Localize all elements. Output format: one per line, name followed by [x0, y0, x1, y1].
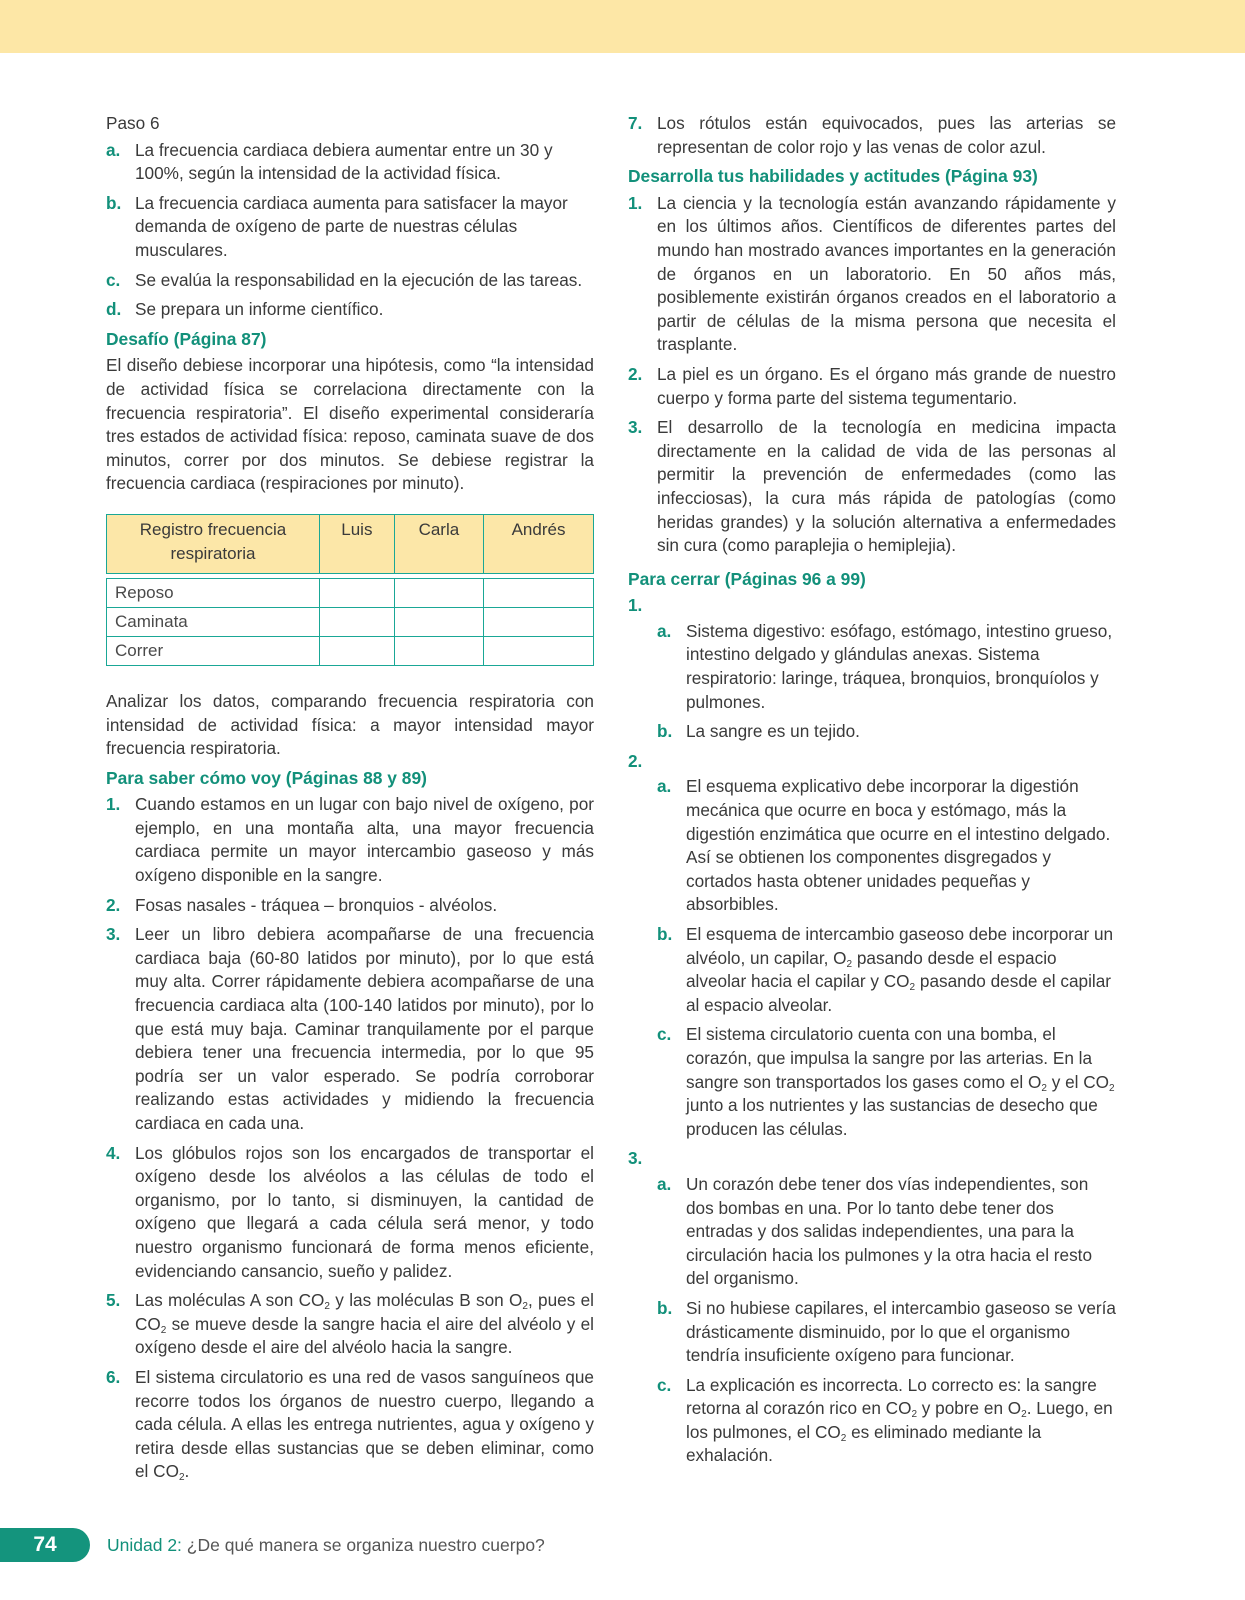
- unit-title: ¿De qué manera se organiza nuestro cuerpo?: [186, 1535, 545, 1555]
- sub-item: [657, 775, 1116, 917]
- text-run: pasando desde el capilar al espacio alveolar.: [686, 971, 1111, 1015]
- sub-item: [657, 1374, 1116, 1468]
- item-text: Leer un libro debiera acompañarse de una frecuencia cardiaca baja (60-80 latidos por minuto), por lo que está muy alta. Correr rápidamente debiera acompañarse de una frecuencia cardiaca alta (100-140 latidos por minuto), por lo que está muy baja. Caminar tranquilamente por el parque debiera tener una frecuencia intermedia, por lo que 95 podría ser un valor esperado. Se podría corroborar realizando estas actividades y midiendo la frecuencia cardiaca en cada una.: [135, 924, 594, 1133]
- right-column: [628, 112, 1116, 1474]
- list-item: [628, 363, 1116, 410]
- text-run: y las moléculas B son O: [329, 1290, 523, 1311]
- item-marker: b.: [106, 192, 122, 213]
- list-item: [106, 923, 594, 1135]
- list-item: [106, 894, 594, 918]
- table-header-cell: Luis: [320, 514, 395, 573]
- item-text: La ciencia y la tecnología están avanzando rápidamente y en los últimos años. Científicos de diferentes partes del mundo han mostrado avances importantes en la generación de órganos en un laboratorio. En 50 años más, posiblemente existirán órganos creados en el laboratorio a partir de células de la misma persona que necesita el trasplante.: [657, 192, 1116, 355]
- item-marker: 2.: [106, 894, 121, 915]
- item-marker: 3.: [628, 417, 643, 438]
- list-item: [628, 416, 1116, 558]
- text-run: . Luego, en los pulmones, el CO: [686, 1398, 1113, 1442]
- item-marker: a.: [657, 620, 672, 641]
- question-number: 2.: [628, 750, 643, 771]
- text-run: y pobre en O: [917, 1398, 1022, 1419]
- para-saber-heading: Para saber cómo voy (Páginas 88 y 89): [106, 767, 427, 788]
- list-item: [106, 1289, 594, 1360]
- item-text: La frecuencia cardiaca debiera aumentar entre un 30 y 100%, según la intensidad de la actividad física.: [135, 139, 553, 184]
- table-cell: [320, 636, 395, 665]
- item-text: El desarrollo de la tecnología en medicina impacta directamente en la calidad de vida de las personas al permitir la prevención de enfermedades (como las infecciosas), la cura más rápida de patologías (como heridas grandes) y la solución alternativa a enfermedades sin cura (como paraplejia o hemiplejia).: [657, 417, 1116, 556]
- table-cell: [320, 578, 395, 607]
- frecuencia-table: [106, 514, 594, 666]
- item-text: [135, 1366, 594, 1484]
- table-row-label: Caminata: [107, 607, 320, 636]
- subscript: 2: [522, 1301, 528, 1313]
- list-item: [106, 793, 594, 887]
- unit-label: Unidad 2:: [107, 1535, 182, 1555]
- text-run: .: [184, 1461, 190, 1482]
- item-marker: 3.: [106, 924, 121, 945]
- subscript: 2: [846, 958, 853, 970]
- text-run: se mueve desde la sangre hacia el aire del alvéolo y el oxígeno desde el aire del alvéolo hacia la sangre.: [135, 1313, 594, 1358]
- list-item: [628, 112, 1116, 159]
- item-text: Un corazón debe tener dos vías independientes, son dos bombas en una. Por lo tanto debe tener dos entradas y dos salidas independientes, una para la circulación hacia los pulmones y la otra hacia el resto del organismo.: [686, 1173, 1093, 1289]
- subscript: 2: [909, 982, 916, 994]
- subscript: 2: [324, 1301, 330, 1313]
- item-text: [686, 1374, 1116, 1468]
- subscript: 2: [160, 1324, 167, 1336]
- list-item: [628, 192, 1116, 357]
- item-marker: a.: [657, 776, 672, 797]
- item-marker: c.: [657, 1374, 672, 1395]
- desarrolla-heading: Desarrolla tus habilidades y actitudes (Página 93): [628, 166, 1038, 187]
- sub-item: [657, 1297, 1116, 1368]
- list-item: [106, 269, 594, 293]
- item-marker: a.: [657, 1173, 672, 1194]
- item-marker: 1.: [628, 192, 643, 213]
- item-marker: d.: [106, 299, 122, 320]
- item-marker: 1.: [106, 794, 121, 815]
- item-text: Sistema digestivo: esófago, estómago, intestino grueso, intestino delgado y glándulas anexas. Sistema respiratorio: laringe, tráquea, bronquios, bronquíolos y pulmones.: [686, 620, 1113, 712]
- table-row: [107, 578, 594, 607]
- table-cell: [394, 578, 483, 607]
- item-marker: 4.: [106, 1142, 121, 1163]
- item-text: [135, 1289, 594, 1360]
- item-marker: c.: [657, 1024, 672, 1045]
- desafio-heading: Desafío (Página 87): [106, 328, 267, 349]
- item-marker: a.: [106, 139, 121, 160]
- item-text: La frecuencia cardiaca aumenta para satisfacer la mayor demanda de oxígeno de parte de nuestras células musculares.: [135, 192, 568, 260]
- item-marker: 6.: [106, 1366, 121, 1387]
- item-marker: c.: [106, 269, 121, 290]
- item-text: Cuando estamos en un lugar con bajo nivel de oxígeno, por ejemplo, en una montaña alta, una mayor frecuencia cardiaca permite un mayor intercambio gaseoso y más oxígeno disponible en la sangre.: [135, 794, 594, 886]
- table-header-cell: Carla: [394, 514, 483, 573]
- table-row-label: Reposo: [107, 578, 320, 607]
- sub-item: [657, 620, 1116, 714]
- item-text: La piel es un órgano. Es el órgano más grande de nuestro cuerpo y forma parte del sistema tegumentario.: [657, 363, 1116, 408]
- text-run: Las moléculas A son CO: [135, 1290, 325, 1311]
- list-item: [106, 298, 594, 322]
- desafio-paragraph: El diseño debiese incorporar una hipótesis, como “la intensidad de actividad física se correlaciona directamente con la frecuencia respiratoria”. El diseño experimental consideraría tres estados de actividad física: reposo, caminata suave de dos minutos, correr por dos minutos. Se debiese registrar la frecuencia cardiaca (respiraciones por minuto).: [106, 355, 594, 494]
- page-number: 74: [0, 1528, 90, 1562]
- sub-item: [657, 720, 1116, 744]
- table-header-row: [107, 514, 594, 573]
- sub-item: [657, 923, 1116, 1017]
- item-text: Se prepara un informe científico.: [135, 299, 384, 320]
- item-marker: b.: [657, 1297, 673, 1318]
- item-marker: 7.: [628, 113, 643, 133]
- text-run: junto a los nutrientes y las sustancias de desecho que producen las células.: [686, 1095, 1098, 1139]
- item-text: Fosas nasales - tráquea – bronquios - alvéolos.: [135, 894, 498, 915]
- table-row-label: Correr: [107, 636, 320, 665]
- item-text: Los glóbulos rojos son los encargados de transportar el oxígeno desde los alvéolos a las células de todo el organismo, por lo tanto, si disminuyen, la cantidad de oxígeno que llegará a cada célula será menor, y todo nuestro organismo funcionará de forma menos eficiente, evidenciando cansancio, sueño y palidez.: [135, 1142, 594, 1281]
- table-cell: [394, 636, 483, 665]
- subscript: 2: [1109, 1082, 1115, 1094]
- text-run: El sistema circulatorio cuenta con una bomba, el corazón, que impulsa la sangre por las arterias. En la sangre son transportados los gases como el O: [686, 1024, 1093, 1092]
- table-cell: [484, 607, 594, 636]
- item-text: Si no hubiese capilares, el intercambio gaseoso se vería drásticamente disminuido, por lo que el organismo tendría insuficiente oxígeno para funcionar.: [686, 1297, 1116, 1366]
- subscript: 2: [840, 1432, 847, 1444]
- text-run: El esquema de intercambio gaseoso debe incorporar un alvéolo, un capilar, O: [686, 924, 1114, 968]
- top-color-band: [0, 0, 1245, 53]
- item-marker: 5.: [106, 1290, 121, 1311]
- table-row: [107, 607, 594, 636]
- text-run: es eliminado mediante la exhalación.: [686, 1421, 1042, 1466]
- question-number: 1.: [628, 595, 643, 616]
- table-cell: [320, 607, 395, 636]
- subscript: 2: [911, 1409, 918, 1421]
- item-text: [686, 1023, 1116, 1141]
- item-text: Los rótulos están equivocados, pues las arterias se representan de color rojo y las venas de color azul.: [657, 113, 1116, 157]
- text-run: El sistema circulatorio es una red de vasos sanguíneos que recorre todos los órganos de nuestro cuerpo, llegando a cada célula. A ellas les entrega nutrientes, agua y oxígeno y retira desde ellas sustancias que se deben eliminar, como el CO: [135, 1366, 594, 1482]
- table-row: [107, 636, 594, 665]
- item-marker: 2.: [628, 363, 643, 384]
- sub-item: [657, 1023, 1116, 1141]
- text-run: La explicación es incorrecta. Lo correcto es: la sangre retorna al corazón rico en CO: [686, 1374, 1097, 1419]
- list-item: [106, 192, 594, 263]
- subscript: 2: [1041, 1082, 1047, 1094]
- list-item: [106, 1142, 594, 1284]
- left-column: [106, 112, 594, 1490]
- text-run: y el CO: [1046, 1071, 1110, 1092]
- subscript: 2: [178, 1472, 185, 1484]
- sub-item: [657, 1173, 1116, 1291]
- analysis-paragraph: Analizar los datos, comparando frecuencia respiratoria con intensidad de actividad física: a mayor intensidad mayor frecuencia respiratoria.: [106, 690, 594, 759]
- item-text: Se evalúa la responsabilidad en la ejecución de las tareas.: [135, 269, 583, 290]
- item-text: [686, 923, 1116, 1017]
- text-run: , pues el CO: [135, 1290, 594, 1334]
- table-cell: [394, 607, 483, 636]
- table-cell: [484, 636, 594, 665]
- text-run: pasando desde el espacio alveolar hacia el capilar y CO: [686, 947, 1057, 992]
- item-marker: b.: [657, 924, 673, 944]
- subscript: 2: [1021, 1409, 1027, 1421]
- table-header-cell: Andrés: [484, 514, 594, 573]
- list-item: [106, 139, 594, 186]
- item-text: El esquema explicativo debe incorporar la digestión mecánica que ocurre en boca y estómago, más la digestión enzimática que ocurre en el intestino delgado. Así se obtienen los componentes disgregados y cortados hasta obtener unidades pequeñas y absorbibles.: [686, 776, 1111, 915]
- unit-footer: [107, 1535, 545, 1556]
- table-header-cell: Registro frecuencia respiratoria: [107, 514, 320, 573]
- item-text: La sangre es un tejido.: [686, 721, 860, 742]
- para-cerrar-heading: Para cerrar (Páginas 96 a 99): [628, 568, 866, 589]
- table-cell: [484, 578, 594, 607]
- question-number: 3.: [628, 1148, 643, 1169]
- paso6-title: Paso 6: [106, 113, 160, 133]
- item-marker: b.: [657, 721, 673, 742]
- list-item: [106, 1366, 594, 1484]
